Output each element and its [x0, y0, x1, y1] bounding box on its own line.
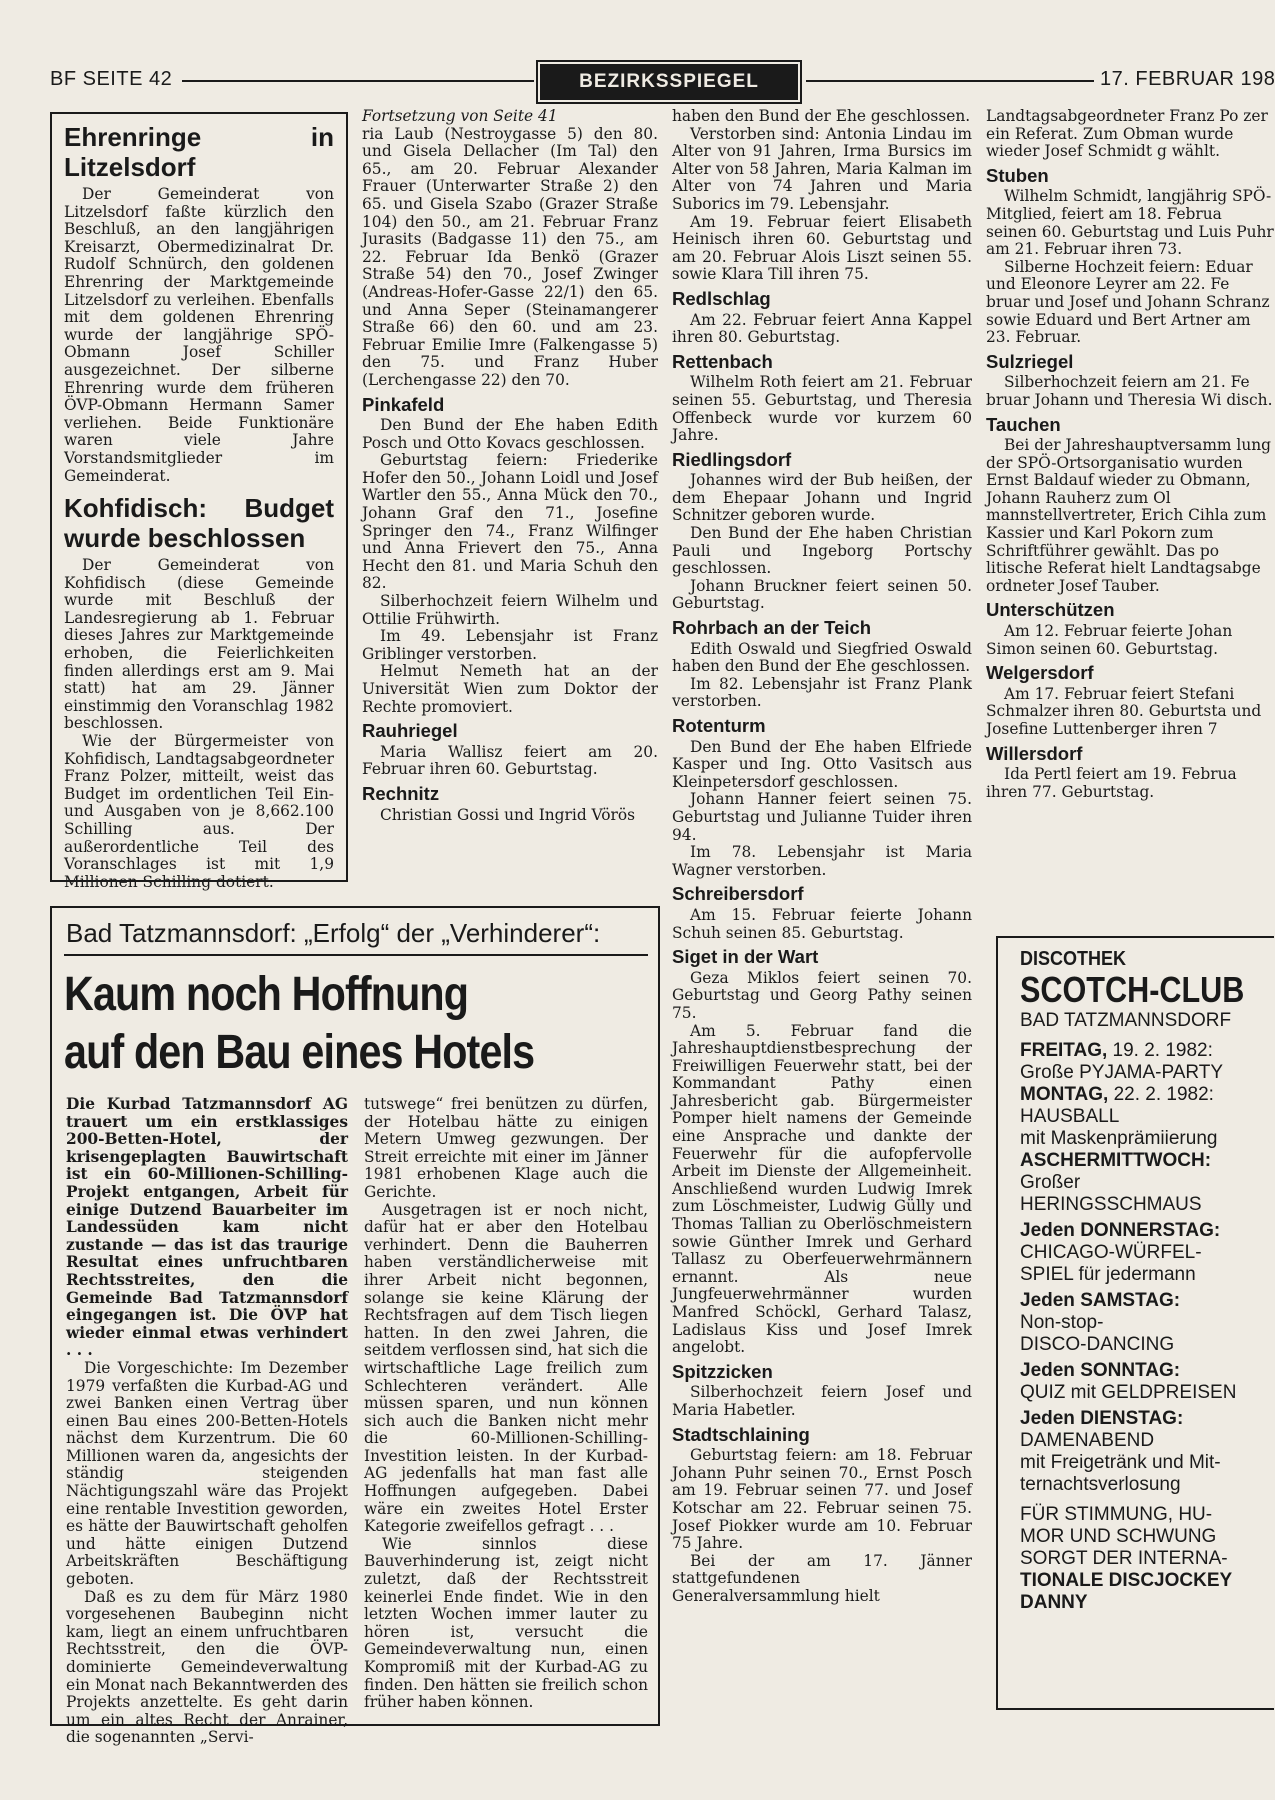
article-text: Am 22. Februar feiert Anna Kappel ihren 80. Geburtstag.: [672, 310, 972, 347]
ad-closing-text: SORGT DER INTERNA-: [1020, 1548, 1228, 1569]
column-4: [986, 108, 1274, 928]
ad-event-text: ternachtsverlosung: [1020, 1474, 1181, 1495]
section-heading: Stuben: [986, 164, 1049, 186]
section-heading: Willersdorf: [986, 742, 1083, 764]
ad-closing-text: TIONALE DISCJOCKEY: [1020, 1570, 1233, 1591]
header-rule-right: [806, 80, 1094, 82]
section-heading: Sulzriegel: [986, 350, 1074, 372]
article-text: Geburtstag feiern: am 18. Februar Johann Puhr seinen 70., Ernst Posch am 19. Februar seinen 77. und Josef Kotschar am 22. Februar seinen 75. Josef Piokker wurde am 10. Februar 75 Jahre.: [672, 1446, 972, 1553]
ad-club-name: SCOTCH-CLUB: [1020, 969, 1245, 1010]
article-text: Edith Oswald und Siegfried Oswald haben den Bund der Ehe geschlossen.: [672, 639, 972, 676]
article-text: Daß es zu dem für März 1980 vorgesehenen Baubeginn nicht kam, liegt an einem unfruchtbaren Rechtsstreit, den die ÖVP-dominierte Gemeindeverwaltung ein Monat nach Bekanntwerden des Projekts anzettelte. Es geht darin um ein altes Recht der Anrainer, die sogenannten „Servi-: [66, 1587, 348, 1747]
ad-event-text: Großer: [1020, 1172, 1081, 1193]
article-column-right: [364, 1096, 648, 1716]
article-text: Johann Bruckner feiert seinen 50. Geburtstag.: [672, 576, 972, 613]
ad-event-text: HERINGSSCHMAUS: [1020, 1194, 1202, 1215]
section-heading: Stadtschlaining: [672, 1423, 810, 1445]
section-heading: Schreibersdorf: [672, 883, 804, 905]
ad-closing-text: DANNY: [1020, 1592, 1088, 1613]
section-heading: Welgersdorf: [986, 662, 1094, 684]
section-heading: Rauhriegel: [362, 720, 458, 742]
column-3: [672, 108, 972, 1788]
ad-event-friday: FREITAG, 19. 2. 1982:: [1020, 1040, 1213, 1061]
section-heading: Tauchen: [986, 413, 1061, 435]
headline-line-2: auf den Bau eines Hotels: [64, 1026, 535, 1079]
article-text: Silberhochzeit feiern Wilhelm und Ottilie Frühwirth.: [362, 592, 658, 628]
ad-event-text: Non-stop-: [1020, 1312, 1104, 1333]
section-heading: Pinkafeld: [362, 393, 445, 415]
ad-event-saturday: Jeden SAMSTAG:: [1020, 1290, 1181, 1311]
article-text: Wilhelm Roth feiert am 21. Februar seinen 55. Geburtstag, und Theresia Offenbeck wurde vor kurzem 60 Jahre.: [672, 373, 972, 445]
section-heading: Spitzzicken: [672, 1360, 773, 1382]
ad-event-text: QUIZ mit GELDPREISEN: [1020, 1382, 1237, 1403]
ad-event-ash-wednesday: ASCHERMITTWOCH:: [1020, 1150, 1212, 1171]
article-text: Silberhochzeit feiern Josef und Maria Habetler.: [672, 1383, 972, 1419]
article-text: Am 19. Februar feiert Elisabeth Heinisch ihren 60. Geburtstag und am 20. Februar Alois Liszt seinen 55. sowie Klara Till ihren 75.: [672, 212, 972, 284]
ad-discothek: DISCOTHEK: [1020, 948, 1127, 970]
ad-event-text: DAMENABEND: [1020, 1430, 1155, 1451]
section-heading: Rotenturm: [672, 715, 766, 736]
article-text: Christian Gossi und Ingrid Vörös: [380, 805, 636, 824]
article-text: Im 82. Lebensjahr ist Franz Plank verstorben.: [672, 674, 972, 711]
ad-event-text: SPIEL für jedermann: [1020, 1264, 1196, 1285]
ad-event-text: DISCO-DANCING: [1020, 1334, 1175, 1355]
article-text: Den Bund der Ehe haben Christian Pauli und Ingeborg Portschy geschlossen.: [672, 524, 972, 578]
issue-date: 17. FEBRUAR 198: [1100, 68, 1275, 90]
article-text: Den Bund der Ehe haben Elfriede Kasper und Ing. Otto Vasitsch aus Kleinpetersdorf geschlossen.: [672, 737, 972, 791]
article-text: Wilhelm Schmidt, langjährig SPÖ-Mitglied, feiert am 18. Februa seinen 60. Geburtstag und Luis Puhr am 21. Februar ihren 73.: [986, 187, 1274, 259]
ad-event-text: mit Maskenprämiierung: [1020, 1128, 1218, 1149]
section-heading: Siget in der Wart: [672, 946, 819, 968]
article-text: haben den Bund der Ehe geschlossen.: [672, 107, 971, 125]
article-text: Wie sinnlos diese Bauverhinderung ist, zeigt nicht zuletzt, daß der Rechtsstreit keinerlei Ende findet. Wie in den letzten Wochen immer lauter zu hören ist, versucht die Gemeindeverwaltung nun, einen Kompromiß mit der Kurbad-AG zu finden. Den hätten sie freilich schon früher haben können.: [364, 1534, 648, 1712]
article-text: Am 5. Februar fand die Jahreshauptdienstbesprechung der Freiwilligen Feuerwehr statt, bei der Kommandant Pathy einen Jahresbericht gab. Bürgermeister Pomper hielt namens der Gemeinde eine Ansprache und dankte der Feuerwehr für die aufopfervolle Arbeit im Dienste der Allgemeinheit. Anschließend wurden Ludwig Imrek zum Löschmeister, Ludwig Gülly und Thomas Tallian zu Oberlöschmeistern sowie Günther Imrek und Gerhard Tallasz zu Oberfeuerwehrmännern ernannt. Als neue Jungfeuerwehrmänner wurden Manfred Schöckl, Gerhard Talasz, Ladislaus Kiss und Josef Imrek angelobt.: [672, 1021, 972, 1357]
article-text: Geza Miklos feiert seinen 70. Geburtstag und Georg Pathy seinen 75.: [672, 968, 972, 1022]
article-text: Ida Pertl feiert am 19. Februa ihren 77. Geburtstag.: [986, 765, 1237, 801]
article-text: Johann Hanner feiert seinen 75. Geburtstag und Julianne Tuider ihren 94.: [672, 790, 972, 844]
article-text: Am 12. Februar feierte Johan Simon seinen 60. Geburtstag.: [986, 622, 1233, 658]
header-rule-left: [182, 80, 534, 82]
article-lead: Die Kurbad Tatzmannsdorf AG trauert um ein erstklassiges 200-Betten-Hotel, der krisengeplagten Bauwirtschaft ist ein 60-Millionen-Schilling-Projekt entgangen, Arbeit für einige Dutzend Bauarbeiter im Landessüden kam nicht zustande — das ist das traurige Resultat eines unfruchtbaren Rechtsstreites, den die Gemeinde Bad Tatzmannsdorf eingegangen ist. Die ÖVP hat wieder einmal etwas verhindert . . .: [66, 1095, 348, 1360]
ad-event-text: Große PYJAMA-PARTY: [1020, 1062, 1224, 1083]
ad-event-tuesday: Jeden DIENSTAG:: [1020, 1408, 1184, 1429]
article-text: Wie der Bürgermeister von Kohfidisch, Landtagsabgeordneter Franz Polzer, mitteilt, weist das Budget im ordentlichen Teil Ein- und Ausgaben von je 8,662.100 Schilling aus. Der außerordentliche Teil des Voranschlages ist mit 1,9 Millionen Schilling dotiert.: [64, 732, 334, 891]
article-text: Der Gemeinderat von Kohfidisch (diese Gemeinde wurde mit Beschluß der Landesregierung ab 1. Februar dieses Jahres zur Marktgemeinde erhoben, die Feierlichkeiten finden allerdings erst am 9. Mai statt) hat am 29. Jänner einstimmig den Voranschlag 1982 beschlossen.: [64, 556, 334, 733]
article-text: Den Bund der Ehe haben Edith Posch und Otto Kovacs geschlossen.: [362, 416, 658, 452]
article-text: tutswege“ frei benützen zu dürfen, der Hotelbau hätte zu einigen Metern Umweg gezwungen. Der Streit erreichte mit einer im Jänner 1981 erhobenen Klage auch die Gerichte.: [364, 1095, 648, 1201]
continuation-note: Fortsetzung von Seite 41: [362, 107, 558, 125]
ad-event-thursday: Jeden DONNERSTAG:: [1020, 1220, 1221, 1241]
ad-closing-text: MOR UND SCHWUNG: [1020, 1526, 1217, 1547]
article-text: Am 15. Februar feierte Johann Schuh seinen 85. Geburtstag.: [672, 905, 972, 942]
masthead: BEZIRKSSPIEGEL: [540, 64, 798, 100]
article-text: Verstorben sind: Antonia Lindau im Alter von 91 Jahren, Irma Bursics im Alter von 58 Jahren, Maria Kalman im Alter von 74 Jahren und Maria Suborics im 79. Lebensjahr.: [672, 124, 972, 213]
hotel-article-box: [50, 906, 660, 1747]
article-text: Helmut Nemeth hat an der Universität Wien zum Doktor der Rechte promoviert.: [362, 662, 658, 716]
article-title-ehrenringe: Ehrenringe in Litzelsdorf: [64, 122, 334, 182]
article-text: Am 17. Februar feiert Stefani Schmalzer ihren 80. Geburtsta und Josefine Luttenberger ihren 7: [986, 684, 1262, 738]
headline-line-1: Kaum noch Hoffnung: [64, 968, 469, 1021]
ad-event-sunday: Jeden SONNTAG:: [1020, 1360, 1181, 1381]
kicker-rule: [64, 954, 648, 958]
article-text: Die Vorgeschichte: Im Dezember 1979 verfaßten die Kurbad-AG und zwei Banken einen Vertrag über einen Bau eines 200-Betten-Hotels nächst dem Kurzentrum. Die 60 Millionen waren da, angesichts der ständig steigenden Nächtigungszahl wäre das Projekt eine rentable Investition geworden, es hätte der Bauwirtschaft geholfen und hätte einigen Dutzend Arbeitskräften Beschäftigung geboten.: [66, 1358, 348, 1589]
section-heading: Rechnitz: [362, 782, 440, 804]
litzelsdorf-box: [50, 112, 348, 891]
section-heading: Unterschützen: [986, 599, 1115, 621]
article-text: Maria Wallisz feiert am 20. Februar ihren 60. Geburtstag.: [362, 742, 658, 779]
ad-location: BAD TATZMANNSDORF: [1020, 1010, 1232, 1031]
article-text: Im 49. Lebensjahr ist Franz Griblinger verstorben.: [362, 627, 658, 663]
page-number: BF SEITE 42: [50, 68, 173, 90]
scotch-club-ad: [996, 936, 1274, 1710]
article-text: Bei der Jahreshauptversamm lung der SPÖ-Ortsorganisatio wurden Ernst Baldauf wieder zu Obmann, Johann Rauherz zum Ol mannstellvertreter, Erich Cihla zum Kassier und Karl Pokorn zum Schriftführer gewählt. Das po litische Referat hielt Landtagsabge ordneter Josef Tauber.: [986, 436, 1272, 595]
article-kicker: Bad Tatzmannsdorf: „Erfolg“ der „Verhinderer“:: [66, 918, 601, 948]
article-text: Ausgetragen ist er noch nicht, dafür hat er aber den Hotelbau verhindert. Denn die Bauherren haben verständlicherweise mit ihrer Arbeit nicht begonnen, solange sie keine Klärung der Rechtsfragen auf dem Tisch liegen hatten. In den zwei Jahren, die seitdem verflossen sind, hat sich die wirtschaftliche Lage freilich zum Schlechteren verändert. Alle müssen sparen, und nun können sich auch die Banken nicht mehr die 60-Millionen-Schilling-Investition leisten. In der Kurbad-AG jedenfalls hat man fast alle Hoffnungen aufgegeben. Dabei wäre ein zweites Hotel Erster Kategorie zweifellos gefragt . . .: [364, 1200, 648, 1536]
article-text: Geburtstag feiern: Friederike Hofer den 50., Johann Loidl und Josef Wartler den 55., Anna Mück den 70., Johann Graf den 71., Josefine Springer den 74., Franz Wilfinger und Anna Frievert den 75., Anna Hecht den 81. und Maria Schuh den 82.: [362, 451, 658, 593]
section-heading: Riedlingsdorf: [672, 448, 792, 470]
article-text: Landtagsabgeordneter Franz Po zer ein Referat. Zum Obman wurde wieder Josef Schmidt g wählt.: [986, 107, 1268, 161]
column-2: [362, 108, 658, 888]
article-text: Johannes wird der Bub heißen, der dem Ehepaar Johann und Ingrid Schnitzer geboren wurde.: [672, 471, 972, 525]
section-heading: Rettenbach: [672, 350, 773, 372]
section-heading: Redlschlag: [672, 287, 771, 309]
article-text: ria Laub (Nestroygasse 5) den 80. und Gisela Dellacher (Im Tal) den 65., am 20. Februar Alexander Frauer (Unterwarter Straße 2) den 65. und Gisela Szabo (Grazer Straße 104) den 50., am 21. Februar Franz Jurasits (Badgasse 11) den 75., am 22. Februar Ida Benkö (Grazer Straße 54) den 70., Josef Zwinger (Andreas-Hofer-Gasse 22/1) den 65. und Anna Seper (Steinamangerer Straße 66) den 60. und am 23. Februar Emilie Imre (Falkengasse 5) den 75. und Franz Huber (Lerchengasse 22) den 70.: [362, 124, 658, 389]
ad-event-monday: MONTAG, 22. 2. 1982:: [1020, 1084, 1214, 1105]
article-column-left: [66, 1095, 348, 1747]
section-heading: Rohrbach an der Teich: [672, 617, 872, 639]
ad-event-text: mit Freigetränk und Mit-: [1020, 1452, 1221, 1473]
ad-event-text: HAUSBALL: [1020, 1106, 1120, 1127]
article-text: Der Gemeinderat von Litzelsdorf faßte kürzlich den Beschluß, an den langjährigen Kreisarzt, Obermedizinalrat Dr. Rudolf Schnürch, den goldenen Ehrenring der Marktgemeinde Litzelsdorf zu verleihen. Ebenfalls mit dem goldenen Ehrenring wurde der langjährige SPÖ-Obmann Josef Schiller ausgezeichnet. Der silberne Ehrenring wurde dem früheren ÖVP-Obmann Hermann Samer verliehen. Beide Funktionäre waren viele Jahre Vorstandsmitglieder im Gemeinderat.: [64, 185, 334, 485]
article-text: Im 78. Lebensjahr ist Maria Wagner verstorben.: [672, 843, 972, 879]
article-text: Silberne Hochzeit feiern: Eduar und Eleonore Leyrer am 22. Fe bruar und Josef und Johann Schranz sowie Eduard und Bert Artner am 23. Februar.: [986, 257, 1270, 347]
article-title-kohfidisch: Kohfidisch: Budget wurde beschlossen: [64, 493, 334, 554]
article-text: Silberhochzeit feiern am 21. Fe bruar Johann und Theresia Wi disch.: [986, 373, 1273, 409]
ad-closing-text: FÜR STIMMUNG, HU-: [1020, 1504, 1213, 1525]
article-text: Bei der am 17. Jänner stattgefundenen Generalversammlung hielt: [672, 1551, 972, 1605]
ad-event-text: CHICAGO-WÜRFEL-: [1020, 1242, 1202, 1263]
